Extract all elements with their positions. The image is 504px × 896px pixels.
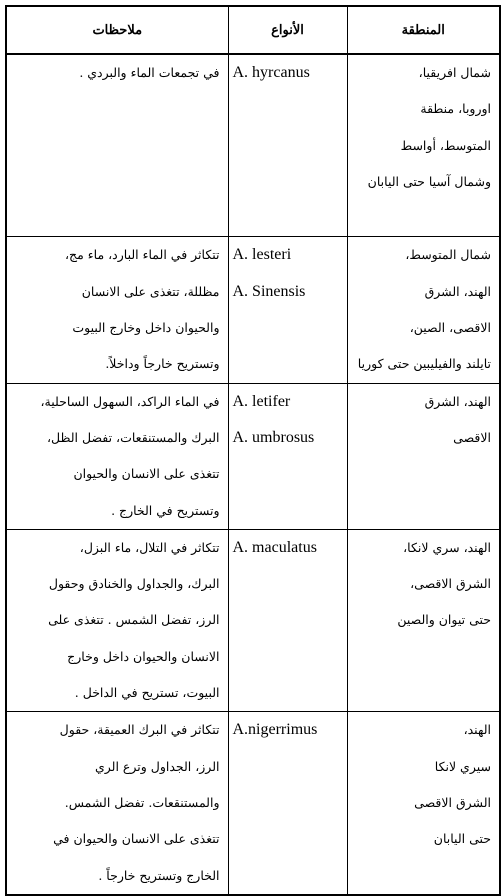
notes-line: تتكاثر في البرك العميقة، حقول bbox=[59, 722, 220, 738]
species-cell bbox=[228, 237, 347, 383]
empty-line bbox=[229, 128, 347, 164]
empty-line bbox=[229, 310, 347, 346]
notes-cell bbox=[6, 237, 228, 383]
header-notes: ملاحظات bbox=[6, 6, 228, 54]
notes-line: وتستريح خارجاً وداخلاً. bbox=[105, 356, 220, 372]
empty-line bbox=[229, 164, 347, 200]
notes-line: والحيوان داخل وخارج البيوت bbox=[72, 320, 220, 336]
region-line: شمال افريقيا، bbox=[418, 65, 491, 80]
region-line: الاقصى، الصين، bbox=[409, 320, 491, 336]
empty-line bbox=[229, 858, 347, 894]
notes-line: تتغذى على الانسان والحيوان bbox=[73, 466, 220, 482]
species-cell bbox=[228, 529, 347, 711]
empty-line bbox=[229, 821, 347, 857]
table-header-row bbox=[6, 6, 500, 54]
species-cell bbox=[228, 54, 347, 237]
region-line: الشرق الاقصى bbox=[414, 794, 491, 810]
empty-line bbox=[7, 91, 228, 127]
species-line: A. maculatus bbox=[232, 538, 317, 556]
empty-line bbox=[229, 602, 347, 638]
table-body bbox=[6, 54, 500, 895]
empty-line bbox=[348, 858, 500, 894]
species-line: A. lesteri bbox=[232, 246, 292, 264]
species-line: A. letifer bbox=[232, 392, 291, 410]
notes-line: تتكاثر في الماء البارد، ماء مج، bbox=[65, 247, 220, 263]
empty-line bbox=[7, 128, 228, 164]
table-row bbox=[6, 712, 500, 895]
region-cell bbox=[347, 54, 500, 237]
species-table bbox=[5, 5, 501, 896]
region-line: الاقصى bbox=[453, 429, 491, 445]
notes-line: وتستريح في الخارج . bbox=[111, 502, 220, 518]
notes-line: الخارج وتستريح خارجاً . bbox=[98, 867, 220, 883]
notes-cell bbox=[6, 529, 228, 711]
notes-line: مظللة، تتغذى على الانسان bbox=[81, 283, 220, 299]
empty-line bbox=[229, 639, 347, 675]
empty-line bbox=[348, 639, 500, 675]
notes-line: البرك، والجداول والخنادق وحقول bbox=[48, 576, 220, 592]
notes-cell bbox=[6, 54, 228, 237]
notes-line: البرك والمستنقعات، تفضل الظل، bbox=[46, 429, 220, 445]
region-line: اوروبا، منطقة bbox=[420, 101, 491, 117]
region-line: حتى اليابان bbox=[433, 831, 491, 847]
species-cell bbox=[228, 712, 347, 895]
notes-line: في تجمعات الماء والبردي . bbox=[79, 65, 220, 80]
species-line: A. hyrcanus bbox=[232, 64, 310, 81]
region-line: الهند، bbox=[463, 722, 491, 738]
notes-line: الرز، تفضل الشمس . تتغذى على bbox=[48, 612, 220, 628]
empty-line bbox=[229, 749, 347, 785]
notes-line: البيوت، تستريح في الداخل . bbox=[74, 685, 220, 701]
species-cell bbox=[228, 383, 347, 529]
empty-line bbox=[229, 785, 347, 821]
region-line: الهند، الشرق bbox=[424, 283, 491, 299]
region-line: الهند، سري لانكا، bbox=[403, 539, 491, 555]
empty-line bbox=[229, 675, 347, 711]
notes-cell bbox=[6, 712, 228, 895]
species-line: A. umbrosus bbox=[232, 428, 315, 446]
notes-line: تتكاثر في التلال، ماء البزل، bbox=[79, 539, 220, 555]
species-line: A.nigerrimus bbox=[232, 721, 318, 739]
table-row bbox=[6, 529, 500, 711]
header-region: المنطقة bbox=[347, 6, 500, 54]
header-species: الأنواع bbox=[228, 6, 347, 54]
notes-line: تتغذى على الانسان والحيوان في bbox=[53, 831, 220, 847]
species-line: A. Sinensis bbox=[232, 282, 306, 300]
region-cell bbox=[347, 237, 500, 383]
empty-line bbox=[229, 566, 347, 602]
notes-line: الرز، الجداول وترع الري bbox=[94, 758, 220, 774]
empty-line bbox=[229, 200, 347, 236]
empty-line bbox=[229, 91, 347, 127]
region-line: حتى تيوان والصين bbox=[397, 612, 491, 628]
notes-cell bbox=[6, 383, 228, 529]
region-line: الهند، الشرق bbox=[424, 393, 491, 409]
empty-line bbox=[348, 200, 500, 236]
region-cell bbox=[347, 712, 500, 895]
notes-line: الانسان والحيوان داخل وخارج bbox=[67, 648, 220, 664]
region-line: سيري لانكا bbox=[434, 758, 491, 774]
table-row bbox=[6, 54, 500, 237]
region-line: الشرق الاقصى، bbox=[410, 576, 491, 592]
empty-line bbox=[7, 164, 228, 200]
table-row bbox=[6, 237, 500, 383]
empty-line bbox=[229, 493, 347, 529]
region-line: شمال المتوسط، bbox=[405, 247, 491, 263]
empty-line bbox=[348, 456, 500, 492]
region-line: المتوسط، أواسط bbox=[400, 137, 491, 153]
empty-line bbox=[229, 456, 347, 492]
region-line: وشمال آسيا حتى اليابان bbox=[367, 173, 491, 189]
empty-line bbox=[348, 493, 500, 529]
region-cell bbox=[347, 383, 500, 529]
table-row bbox=[6, 383, 500, 529]
region-cell bbox=[347, 529, 500, 711]
empty-line bbox=[229, 346, 347, 382]
notes-line: والمستنقعات. تفضل الشمس. bbox=[64, 794, 220, 810]
empty-line bbox=[348, 675, 500, 711]
empty-line bbox=[7, 200, 228, 236]
region-line: تايلند والفيليبين حتى كوريا bbox=[357, 356, 491, 372]
notes-line: في الماء الراكد، السهول الساحلية، bbox=[40, 393, 220, 409]
